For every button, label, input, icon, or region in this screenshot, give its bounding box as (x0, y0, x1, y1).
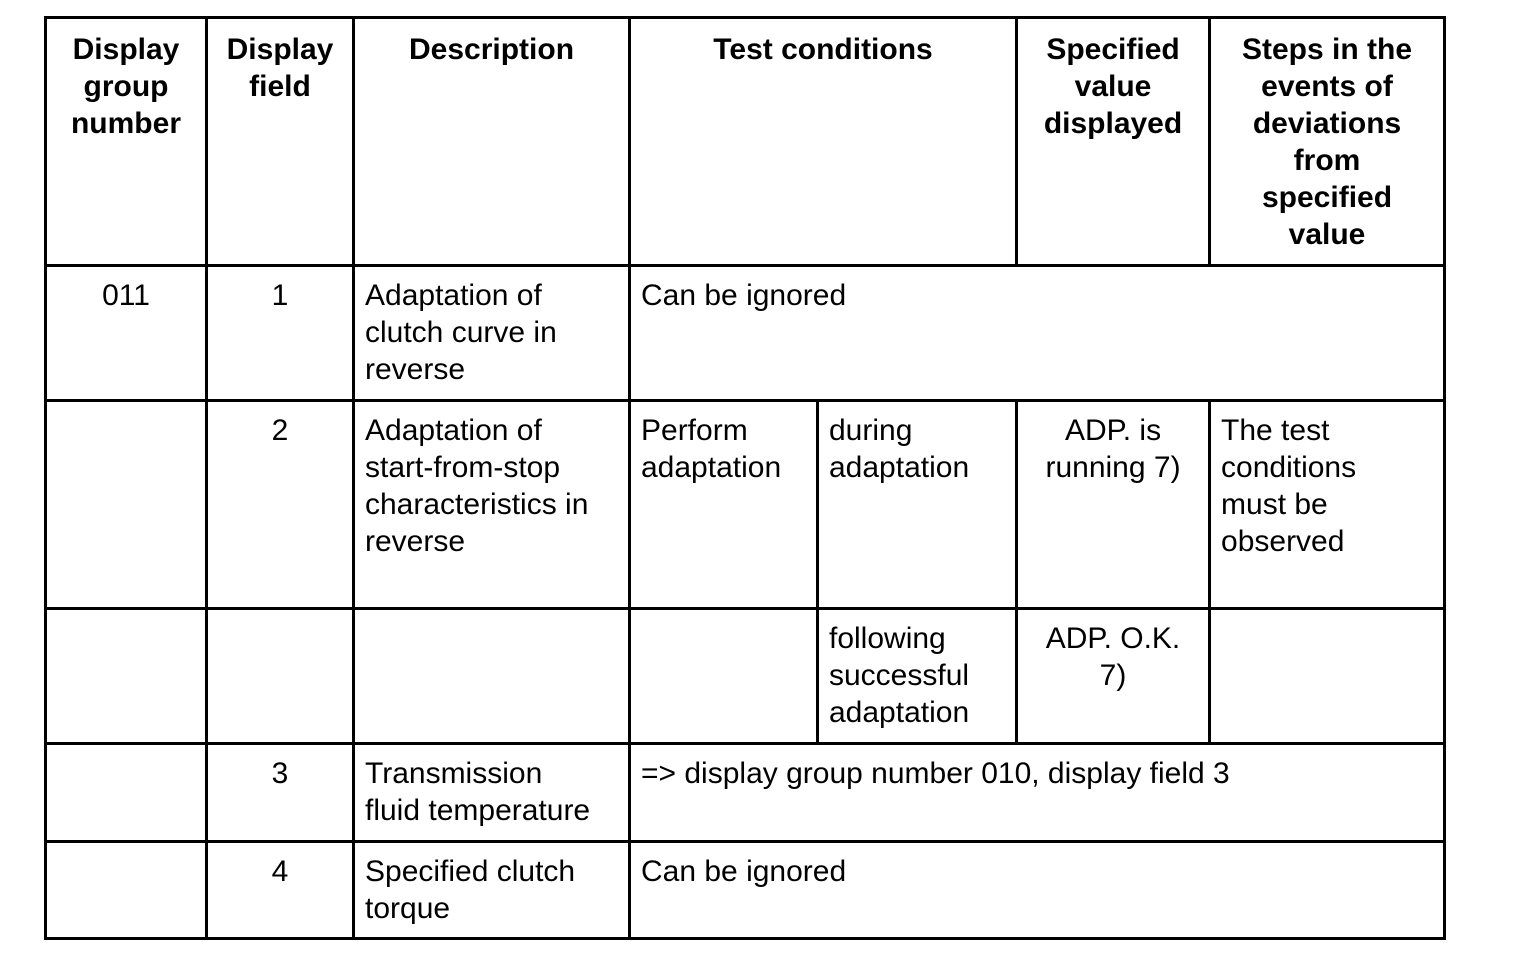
cell-description: Adaptation of start-from-stop characteristics in reverse (354, 401, 630, 609)
cell-specified-value: ADP. is running 7) (1017, 401, 1210, 609)
table-row (46, 609, 1445, 744)
cell-description: Specified clutch torque (354, 842, 630, 939)
cell-test-conditions: Can be ignored (630, 842, 1445, 939)
table-row (46, 842, 1445, 939)
cell-condition-state: during adaptation (818, 401, 1017, 609)
cell-display-field: 2 (207, 401, 354, 609)
cell-display-field: 1 (207, 266, 354, 401)
cell-specified-value: ADP. O.K. 7) (1017, 609, 1210, 744)
header-specified-value: Specified value displayed (1017, 18, 1210, 266)
cell-condition-action (630, 609, 818, 744)
table-row (46, 401, 1445, 609)
cell-group-number (46, 744, 207, 842)
header-steps-deviations: Steps in the events of deviations from specified value (1210, 18, 1445, 266)
cell-group-number (46, 609, 207, 744)
cell-steps: The test conditions must be observed (1210, 401, 1445, 609)
cell-group-number (46, 401, 207, 609)
header-test-conditions: Test conditions (630, 18, 1017, 266)
cell-group-number (46, 842, 207, 939)
cell-condition-state: following successful adaptation (818, 609, 1017, 744)
table-header-row (46, 18, 1445, 266)
cell-display-field: 4 (207, 842, 354, 939)
cell-steps (1210, 609, 1445, 744)
cell-description (354, 609, 630, 744)
cell-test-conditions: Can be ignored (630, 266, 1445, 401)
cell-display-field (207, 609, 354, 744)
cell-description: Adaptation of clutch curve in reverse (354, 266, 630, 401)
cell-condition-action: Perform adaptation (630, 401, 818, 609)
table-row (46, 266, 1445, 401)
table-row (46, 744, 1445, 842)
cell-description: Transmission fluid temperature (354, 744, 630, 842)
header-display-group-number: Display group number (46, 18, 207, 266)
cell-group-number: 011 (46, 266, 207, 401)
cell-test-conditions: => display group number 010, display field 3 (630, 744, 1445, 842)
header-display-field: Display field (207, 18, 354, 266)
display-group-table (44, 16, 1446, 940)
cell-display-field: 3 (207, 744, 354, 842)
header-description: Description (354, 18, 630, 266)
